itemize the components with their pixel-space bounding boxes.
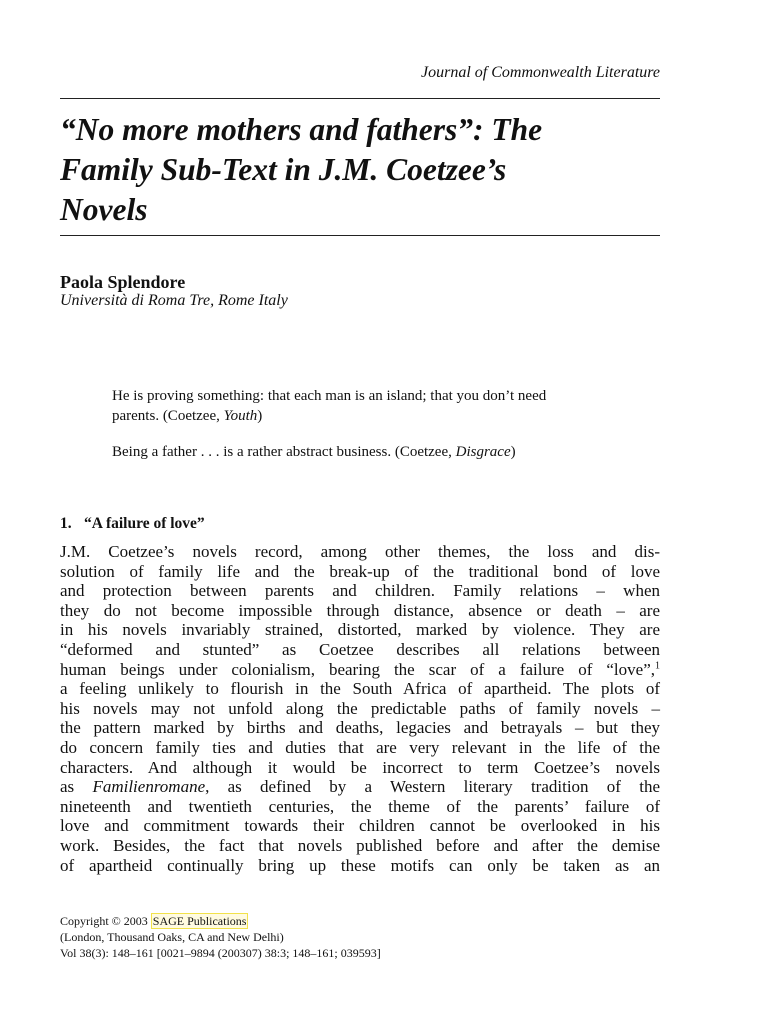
epigraph-line: He is proving something: that each man is an island; that you don’t need [112, 388, 547, 404]
epigraph-work-title: Youth [223, 408, 258, 424]
body-line: they do not become impossible through distance, absence or death – are [60, 600, 660, 620]
citation-line: Vol 38(3): 148–161 [0021–9894 (200307) 38:3; 148–161; 039593] [60, 946, 381, 960]
body-line-text: , as defined by a Western literary tradition of the [205, 777, 660, 797]
copyright-footer [60, 913, 381, 961]
body-line-text: human beings under colonialism, bearing the scar of a failure of “love”, [60, 659, 655, 679]
author-affiliation: Università di Roma Tre, Rome Italy [60, 292, 288, 309]
epigraph-disgrace [112, 442, 516, 462]
epigraph-work-title: Disgrace [455, 444, 511, 460]
body-line: love and commitment towards their children cannot be overlooked in his [60, 816, 660, 836]
article-title [60, 110, 660, 230]
title-line: “No more mothers and fathers”: The [60, 112, 543, 147]
body-line: a feeling unlikely to flourish in the South Africa of apartheid. The plots of [60, 679, 660, 699]
body-line: of apartheid continually bring up these motifs can only be taken as an [60, 855, 660, 875]
publisher-link[interactable]: SAGE Publications [152, 914, 247, 928]
body-line: and protection between parents and children. Family relations – when [60, 581, 660, 601]
title-bottom-rule [60, 235, 660, 236]
epigraph-close: ) [257, 408, 263, 424]
body-line: the pattern marked by births and deaths, legacies and betrayals – but they [60, 718, 660, 738]
body-line: J.M. Coetzee’s novels record, among other themes, the loss and dis- [60, 542, 660, 561]
body-line: his novels may not unfold along the predictable paths of family novels – [60, 698, 660, 718]
italic-term: Familienromane [92, 777, 206, 797]
publisher-location: (London, Thousand Oaks, CA and New Delhi) [60, 930, 284, 944]
body-line: “deformed and stunted” as Coetzee describes all relations between [60, 639, 660, 659]
body-line: characters. And although it would be incorrect to term Coetzee’s novels [60, 757, 660, 777]
epigraph-text: parents. (Coetzee, [112, 408, 224, 424]
body-line: nineteenth and twentieth centuries, the theme of the parents’ failure of [60, 796, 660, 816]
body-line: in his novels invariably strained, distorted, marked by violence. They are [60, 620, 660, 640]
body-line [60, 660, 660, 680]
epigraph-youth [112, 386, 546, 426]
copyright-line [60, 913, 381, 929]
body-line-text: as [60, 777, 93, 797]
epigraph-close: ) [510, 444, 516, 460]
title-line: Family Sub-Text in J.M. Coetzee’s [60, 152, 507, 187]
title-top-rule [60, 98, 660, 99]
running-header-journal: Journal of Commonwealth Literature [421, 64, 660, 81]
body-line: work. Besides, the fact that novels published before and after the demise [60, 835, 660, 855]
epigraph-text: Being a father . . . is a rather abstract business. (Coetzee, [112, 444, 456, 460]
title-line: Novels [60, 192, 148, 227]
epigraph-line [112, 442, 516, 462]
copyright-text: Copyright © 2003 [60, 914, 151, 928]
body-line: do concern family ties and duties that are very relevant in the life of the [60, 737, 660, 757]
footnote-reference: 1 [655, 659, 660, 671]
section-heading [60, 514, 205, 534]
body-line [60, 777, 660, 797]
body-paragraph [60, 542, 660, 875]
journal-page [60, 0, 660, 1024]
section-number: 1. [60, 515, 72, 532]
epigraph-line [112, 406, 546, 426]
body-line: solution of family life and the break-up of the traditional bond of love [60, 561, 660, 581]
author-name: Paola Splendore [60, 272, 186, 292]
section-title: “A failure of love” [84, 515, 205, 532]
